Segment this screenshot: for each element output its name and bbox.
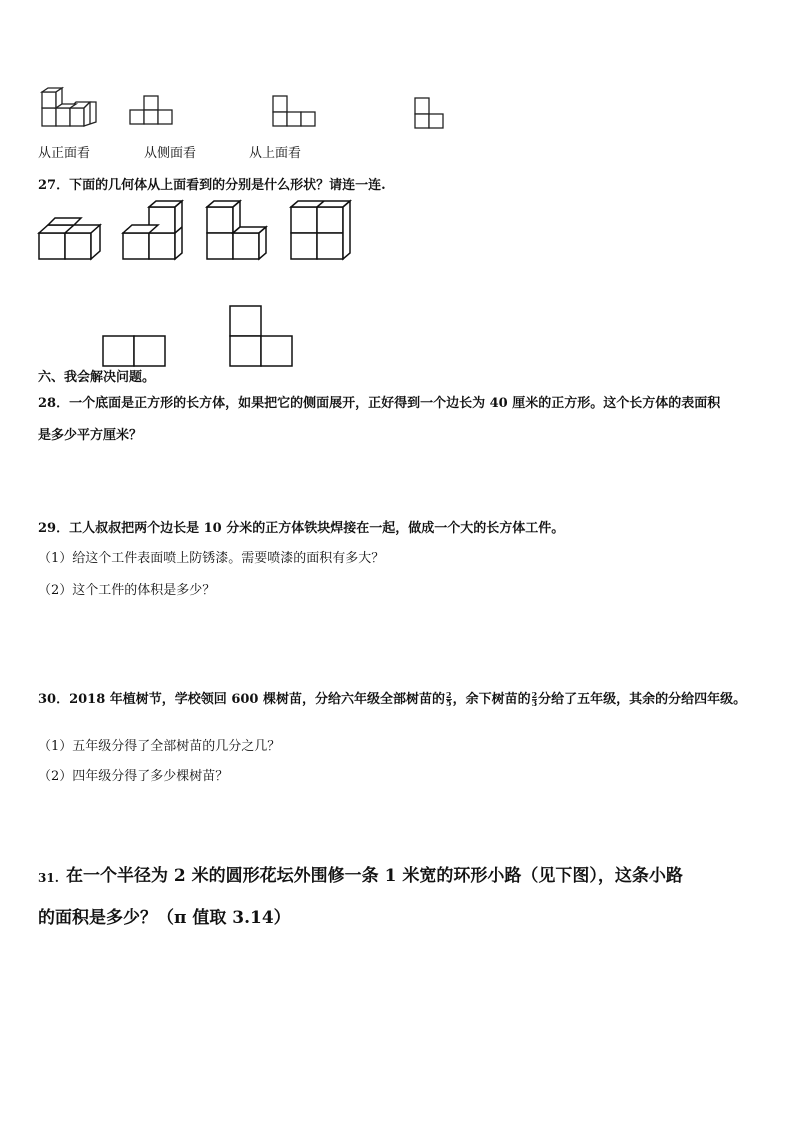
fraction-2-3: $\frac{2}{3}$ (531, 690, 538, 708)
top-view-label: 从上面看 (249, 146, 302, 161)
answer-shape-1 (102, 335, 166, 367)
question-30-sub-1: （1）五年级分得了全部树苗的几分之几？ (38, 739, 281, 754)
question-29-sub-1: （1）给这个工件表面喷上防锈漆。需要喷漆的面积有多大？ (38, 551, 385, 566)
fraction-2-5: $\frac{2}{5}$ (446, 690, 452, 708)
question-27: 27．下面的几何体从上面看到的分别是什么形状？请连一连. (38, 178, 386, 193)
question-31-number: 31. (38, 871, 59, 885)
question-30-part-1: 30．2018 年植树节，学校领回 600 棵树苗，分给六年级全部树苗的 (38, 692, 445, 707)
front-view-figure (40, 88, 100, 128)
question-28-line-1: 28．一个底面是正方形的长方体，如果把它的侧面展开，正好得到一个边长为 40 厘米的正方形。这个长方体的表面积 (38, 396, 721, 411)
question-29-stem: 29．工人叔叔把两个边长是 10 分米的正方体铁块焊接在一起，做成一个大的长方体工件。 (38, 521, 565, 536)
question-30-part-3: 分给了五年级，其余的分给四年级。 (538, 692, 747, 707)
side-view-figure (130, 94, 178, 128)
top-view-figure (273, 94, 321, 130)
solid-figure-4 (290, 200, 352, 262)
question-31-line-2: 的面积是多少？（π 值取 3.14） (38, 908, 291, 928)
solid-figure-1 (38, 216, 100, 262)
question-30-sub-2: （2）四年级分得了多少棵树苗？ (38, 769, 229, 784)
question-30-part-2: ，余下树苗的 (452, 692, 531, 707)
solid-figure-2 (122, 200, 184, 262)
question-28-line-2: 是多少平方厘米？ (38, 428, 143, 443)
solid-figure-3 (206, 200, 268, 262)
question-29-sub-2: （2）这个工件的体积是多少？ (38, 583, 216, 598)
side-view-label: 从侧面看 (144, 146, 197, 161)
extra-view-figure (415, 96, 449, 132)
answer-shape-2 (229, 305, 293, 367)
question-30-stem (38, 692, 746, 708)
front-view-label: 从正面看 (38, 146, 91, 161)
question-31-line-1: 在一个半径为 2 米的圆形花坛外围修一条 1 米宽的环形小路（见下图），这条小路 (66, 866, 683, 886)
section-6-title: 六、我会解决问题。 (38, 370, 156, 385)
